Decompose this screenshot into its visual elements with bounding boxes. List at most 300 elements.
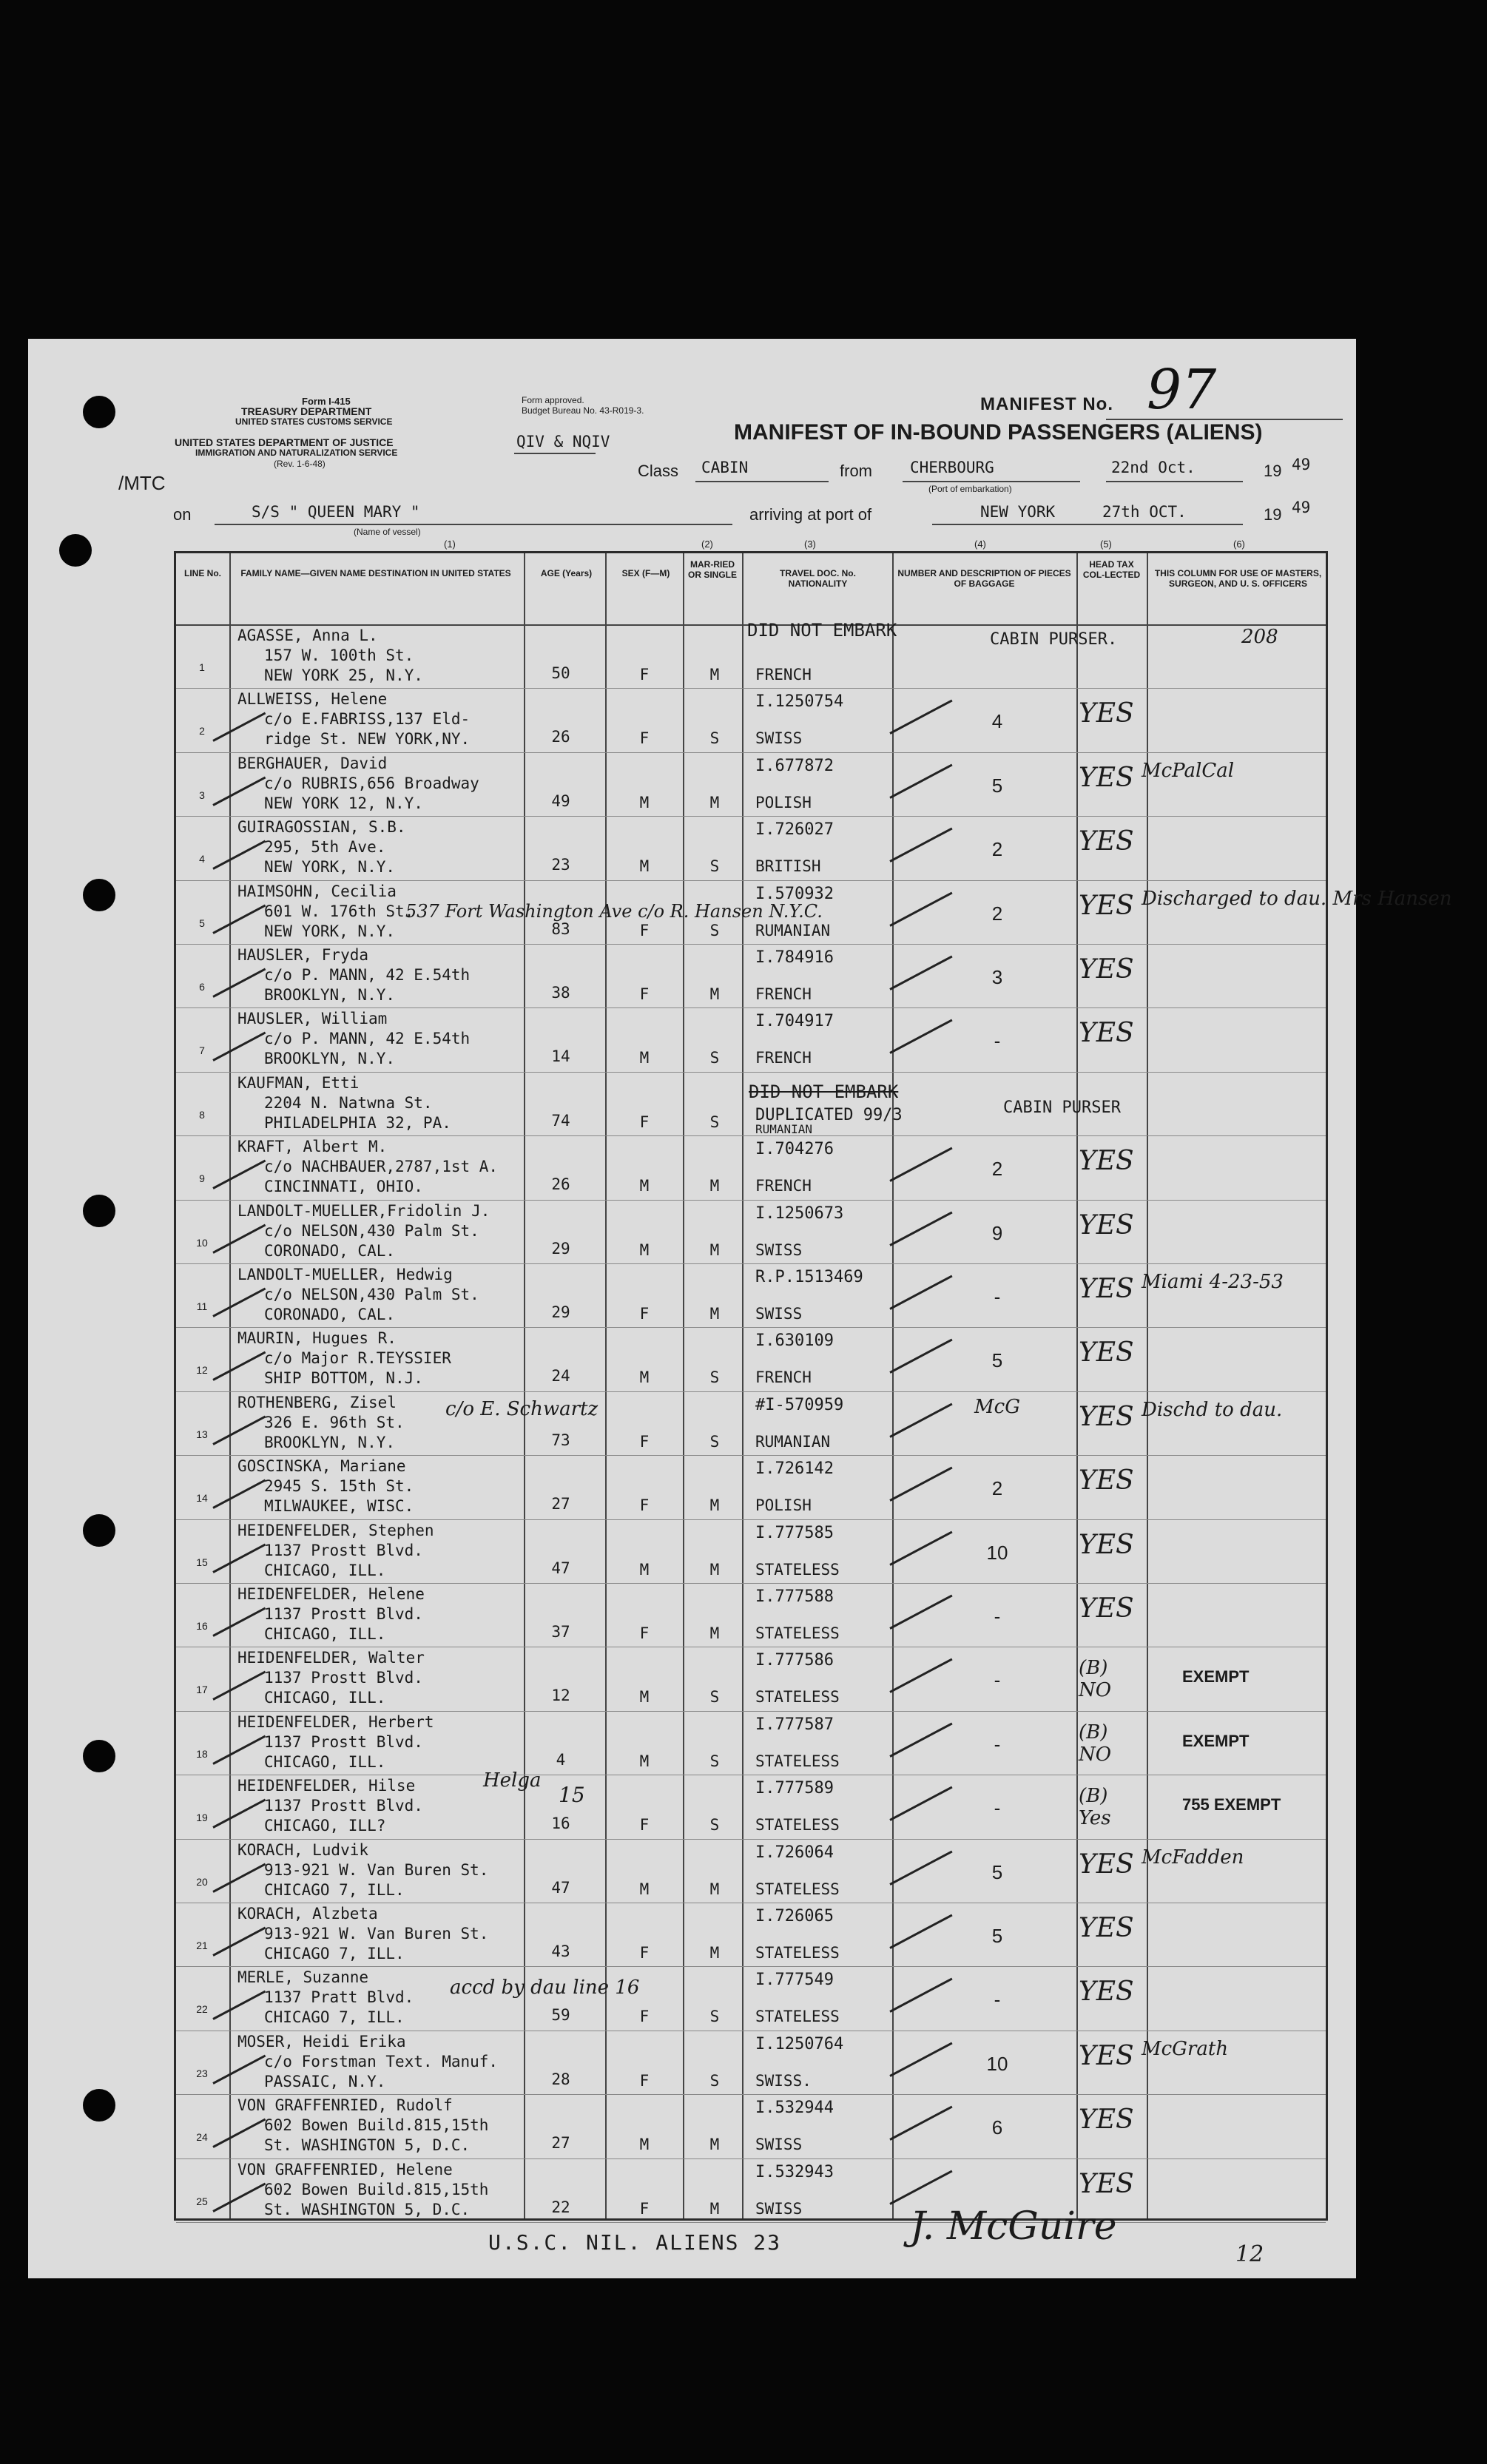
sex: F — [639, 2199, 650, 2218]
table-row — [176, 1455, 1326, 1519]
passenger-name-address — [237, 2032, 498, 2092]
baggage-count: 2 — [991, 902, 1003, 925]
age: 47 — [551, 1559, 570, 1577]
sex: F — [639, 2008, 650, 2026]
officer-remark: EXEMPT — [1182, 1731, 1250, 1750]
sex: F — [639, 666, 650, 683]
from-value: CHERBOURG — [910, 459, 994, 476]
nationality: FRENCH — [755, 666, 812, 683]
col-number-4: (4) — [974, 539, 986, 550]
destination-line: 326 E. 96th St. — [264, 1413, 405, 1431]
table-row — [176, 1583, 1326, 1647]
arriving-label: arriving at port of — [749, 505, 872, 524]
marital-status: M — [709, 2136, 720, 2154]
travel-doc-number: I.1250764 — [755, 2034, 844, 2053]
row19-age-correction: 15 — [559, 1783, 585, 1807]
passenger-name-address — [237, 2160, 488, 2220]
age: 73 — [551, 1431, 570, 1449]
baggage-count: 2 — [991, 1477, 1003, 1500]
passenger-name: MOSER, Heidi Erika — [237, 2032, 406, 2050]
passenger-name: GOSCINSKA, Mariane — [237, 1457, 406, 1476]
age: 50 — [551, 664, 570, 682]
destination-line: CHICAGO, ILL. — [264, 1561, 386, 1579]
travel-doc-number: I.726027 — [755, 820, 834, 840]
destination-line: 602 Bowen Build.815,15th — [264, 2180, 489, 2198]
marital-status: S — [709, 1368, 720, 1387]
sex: M — [639, 857, 650, 876]
marital-status: M — [709, 2199, 720, 2218]
treasury-dept: TREASURY DEPARTMENT — [241, 405, 372, 417]
class-label: Class — [638, 462, 679, 480]
col-head-age: AGE (Years) — [540, 568, 593, 578]
marital-status: S — [709, 2071, 720, 2090]
destination-line: BROOKLYN, N.Y. — [264, 1433, 396, 1451]
baggage-count: - — [994, 1286, 1001, 1308]
destination-line: c/o E.FABRISS,137 Eld- — [264, 710, 471, 729]
sex: M — [639, 1049, 650, 1067]
line-number: 25 — [196, 2195, 208, 2207]
marital-status: M — [709, 1241, 720, 1259]
passenger-name-address — [237, 1457, 414, 1516]
line-number: 8 — [199, 1108, 205, 1121]
col-head-sex: SEX (F—M) — [621, 568, 670, 578]
passenger-name: VON GRAFFENRIED, Helene — [237, 2160, 453, 2178]
line-number: 12 — [196, 1364, 208, 1377]
destination-line: 1137 Pratt Blvd. — [264, 1988, 414, 2007]
table-row — [176, 1391, 1326, 1456]
passenger-name-address — [237, 945, 470, 1005]
passenger-name-address — [237, 817, 406, 877]
marital-status: M — [709, 1177, 720, 1195]
marital-status: S — [709, 1049, 720, 1067]
destination-line: CHICAGO, ILL. — [264, 1689, 386, 1707]
marital-status: S — [709, 2008, 720, 2026]
passenger-name-address — [237, 1584, 425, 1644]
line-number: 22 — [196, 2003, 208, 2016]
passenger-name: HEIDENFELDER, Stephen — [237, 1521, 434, 1539]
line-number: 24 — [196, 2131, 208, 2144]
age: 26 — [551, 1175, 570, 1194]
destination-line: 2204 N. Natwna St. — [264, 1093, 433, 1112]
destination-line: c/o Major R.TEYSSIER — [264, 1349, 451, 1368]
nationality: SWISS — [755, 1241, 803, 1259]
marital-status: M — [709, 1944, 720, 1962]
passenger-name: BERGHAUER, David — [237, 754, 388, 772]
marital-status: M — [709, 1560, 720, 1579]
passenger-name-address — [237, 882, 414, 942]
passenger-name: HEIDENFELDER, Hilse — [237, 1777, 416, 1795]
row19-given-name-correction: Helga — [483, 1769, 542, 1792]
table-row — [176, 944, 1326, 1008]
nationality: RUMANIAN — [755, 921, 831, 939]
nationality: STATELESS — [755, 1688, 840, 1707]
baggage-count: CABIN PURSER. — [990, 630, 1118, 649]
table-row — [176, 1775, 1326, 1839]
destination-line: CHICAGO 7, ILL. — [264, 1945, 405, 1962]
passenger-name: HEIDENFELDER, Herbert — [237, 1712, 434, 1731]
ins-service: IMMIGRATION AND NATURALIZATION SERVICE — [195, 448, 398, 458]
marital-status: S — [709, 1113, 720, 1131]
nationality: BRITISH — [755, 857, 821, 876]
age: 27 — [551, 2134, 570, 2153]
baggage-count: 10 — [986, 1541, 1008, 1564]
age: 29 — [551, 1303, 570, 1321]
sex: M — [639, 1560, 650, 1579]
sex: M — [639, 2136, 650, 2154]
passenger-name: KORACH, Ludvik — [237, 1840, 369, 1859]
destination-line: BROOKLYN, N.Y. — [264, 986, 396, 1004]
destination-line: 1137 Prostt Blvd. — [264, 1541, 423, 1559]
marital-status: M — [709, 985, 720, 1003]
nationality: SWISS — [755, 2136, 803, 2154]
passenger-name-address — [237, 1329, 451, 1388]
route-code: QIV & NQIV — [516, 433, 610, 450]
passenger-name-address — [237, 626, 423, 686]
travel-doc-number: I.777587 — [755, 1715, 834, 1734]
head-tax-collected: YES — [1079, 1529, 1134, 1560]
marital-status: M — [709, 666, 720, 683]
age: 49 — [551, 791, 570, 810]
officer-remark: McFadden — [1142, 1846, 1244, 1869]
officer-remark: Miami 4-23-53 — [1142, 1271, 1284, 1293]
travel-doc-number: I.726065 — [755, 1907, 834, 1925]
marital-status: M — [709, 1496, 720, 1515]
sex: M — [639, 1880, 650, 1898]
age: 24 — [551, 1367, 570, 1385]
passenger-name: HAUSLER, William — [237, 1010, 388, 1028]
officer-remark: EXEMPT — [1182, 1667, 1250, 1687]
travel-doc-number: I.784916 — [755, 948, 834, 967]
officer-remark: Dischd to dau. — [1142, 1398, 1283, 1421]
destination-line: c/o P. MANN, 42 E.54th — [264, 966, 471, 984]
age: 28 — [551, 2070, 570, 2088]
table-row — [176, 1327, 1326, 1391]
baggage-count: 5 — [991, 1860, 1003, 1883]
col-head-tax: HEAD TAX COL-LECTED — [1082, 559, 1141, 580]
col-head-married: MAR-RIED OR SINGLE — [687, 559, 737, 580]
nationality: FRENCH — [755, 1368, 812, 1387]
baggage-count: 4 — [991, 710, 1003, 733]
sex: M — [639, 1241, 650, 1259]
head-tax-collected: YES — [1079, 1018, 1134, 1049]
age: 83 — [551, 919, 570, 938]
row13-address-note: c/o E. Schwartz — [445, 1398, 598, 1420]
passenger-name-address — [237, 1137, 498, 1197]
table-row — [176, 1711, 1326, 1775]
punch-hole — [83, 396, 115, 428]
marital-status: S — [709, 729, 720, 748]
travel-doc-number: I.777549 — [755, 1971, 834, 1990]
passenger-name: HAUSLER, Fryda — [237, 946, 369, 964]
passenger-name-address — [237, 1776, 423, 1836]
officer-remark: Discharged to dau. Mrs Hansen — [1142, 887, 1452, 910]
age: 14 — [551, 1047, 570, 1066]
class-value: CABIN — [701, 459, 749, 476]
destination-line: NEW YORK, N.Y. — [264, 922, 396, 940]
row22-note: accd by dau line 16 — [450, 1977, 640, 1999]
passenger-name-address — [237, 1840, 488, 1900]
line-number: 1 — [199, 661, 205, 673]
line-number: 3 — [199, 789, 205, 801]
line-number: 4 — [199, 853, 205, 865]
head-tax-collected: (B) Yes — [1079, 1785, 1111, 1830]
age: 47 — [551, 1878, 570, 1897]
passenger-name: GUIRAGOSSIAN, S.B. — [237, 818, 406, 837]
nationality: STATELESS — [755, 1880, 840, 1898]
sex: F — [639, 729, 650, 748]
baggage-count: CABIN PURSER — [1003, 1098, 1121, 1117]
passenger-name: VON GRAFFENRIED, Rudolf — [237, 2096, 453, 2115]
line-number: 6 — [199, 981, 205, 993]
line-number: 20 — [196, 1875, 208, 1888]
destination-line: 601 W. 176th St. — [264, 902, 414, 920]
aliens-count-footer: U.S.C. NIL. ALIENS 23 — [488, 2230, 782, 2255]
sex: M — [639, 1688, 650, 1707]
nationality: STATELESS — [755, 1944, 840, 1962]
travel-doc-number: I.1250673 — [755, 1204, 844, 1223]
travel-doc-number: I.1250754 — [755, 692, 844, 712]
nationality: STATELESS — [755, 1624, 840, 1642]
form-number: Form I-415 — [302, 396, 351, 407]
destination-line: MILWAUKEE, WISC. — [264, 1497, 414, 1516]
arrival-port: NEW YORK — [980, 503, 1056, 521]
head-tax-collected: (B) NO — [1079, 1657, 1112, 1702]
nationality: STATELESS — [755, 1560, 840, 1579]
sex: F — [639, 1305, 650, 1323]
col-head-baggage: NUMBER AND DESCRIPTION OF PIECES OF BAGGAGE — [897, 568, 1071, 589]
destination-line: CORONADO, CAL. — [264, 1306, 396, 1323]
head-tax-collected: YES — [1079, 1593, 1134, 1624]
line-number: 2 — [199, 725, 205, 737]
line-number: 21 — [196, 1940, 208, 1951]
table-row — [176, 1519, 1326, 1584]
destination-line: c/o Forstman Text. Manuf. — [264, 2052, 499, 2070]
col-head-officers: THIS COLUMN FOR USE OF MASTERS, SURGEON, AND U. S. OFFICERS — [1154, 568, 1322, 589]
sex: F — [639, 1113, 650, 1131]
passenger-name-address — [237, 754, 479, 814]
marital-status: S — [709, 857, 720, 876]
nationality: SWISS — [755, 1305, 803, 1323]
did-not-embark-stamp: DID NOT EMBARK — [747, 620, 897, 641]
nationality: POLISH — [755, 793, 812, 811]
passenger-table — [174, 551, 1452, 2221]
passenger-name-address — [237, 1073, 451, 1133]
passenger-name: KAUFMAN, Etti — [237, 1073, 360, 1092]
marital-status: S — [709, 1432, 720, 1451]
age: 4 — [556, 1750, 566, 1769]
nationality: STATELESS — [755, 1752, 840, 1770]
col-head-travel: TRAVEL DOC. No. NATIONALITY — [780, 568, 856, 589]
destination-line: NEW YORK 12, N.Y. — [264, 794, 423, 812]
col-number-2: (2) — [701, 539, 713, 550]
destination-line: c/o P. MANN, 42 E.54th — [264, 1030, 471, 1048]
passenger-name: HEIDENFELDER, Helene — [237, 1585, 425, 1603]
officer-remark: McGrath — [1142, 2037, 1229, 2060]
destination-line: c/o NACHBAUER,2787,1st A. — [264, 1158, 499, 1176]
head-tax-collected: YES — [1079, 2040, 1134, 2071]
arrival-year-prefix: 19 — [1264, 505, 1282, 524]
destination-line: 1137 Prostt Blvd. — [264, 1605, 423, 1623]
line-number: 7 — [199, 1044, 205, 1057]
head-tax-collected: YES — [1079, 890, 1134, 921]
destination-line: CORONADO, CAL. — [264, 1241, 396, 1260]
destination-line: c/o RUBRIS,656 Broadway — [264, 774, 479, 792]
form-revision: (Rev. 1-6-48) — [274, 459, 326, 469]
destination-line: NEW YORK, N.Y. — [264, 858, 396, 877]
baggage-count: - — [994, 1797, 1001, 1820]
travel-doc-number: I.570932 — [755, 884, 834, 903]
passenger-name: MAURIN, Hugues R. — [237, 1329, 397, 1348]
line-number: 18 — [196, 1747, 208, 1760]
travel-doc-number: R.P.1513469 — [755, 1268, 863, 1286]
passenger-name: KRAFT, Albert M. — [237, 1138, 388, 1156]
destination-line: 1137 Prostt Blvd. — [264, 1669, 423, 1687]
travel-doc-number: I.532943 — [755, 2162, 834, 2181]
head-tax-collected: YES — [1079, 2168, 1134, 2199]
age: 38 — [551, 984, 570, 1002]
destination-line: 295, 5th Ave. — [264, 838, 386, 857]
head-tax-collected: YES — [1079, 1209, 1134, 1241]
did-not-embark-stamp-row8: DID NOT EMBARK — [749, 1081, 899, 1102]
vessel-caption: (Name of vessel) — [354, 527, 421, 537]
age: 27 — [551, 1495, 570, 1513]
baggage-count: 3 — [991, 966, 1003, 988]
arrival-year: 49 — [1292, 499, 1311, 516]
travel-doc-number: I.777585 — [755, 1523, 834, 1542]
destination-line: 602 Bowen Build.815,15th — [264, 2116, 489, 2135]
baggage-count: 5 — [991, 774, 1003, 797]
passenger-name-address — [237, 1968, 414, 2028]
passenger-name: ALLWEISS, Helene — [237, 690, 388, 709]
line-number: 16 — [196, 1620, 208, 1632]
table-row — [176, 1966, 1326, 2031]
nationality: SWISS. — [755, 2071, 812, 2090]
nationality: RUMANIAN — [755, 1432, 831, 1451]
destination-line: St. WASHINGTON 5, D.C. — [264, 2200, 471, 2218]
baggage-count: 9 — [991, 1221, 1003, 1244]
head-tax-collected: YES — [1079, 1849, 1134, 1880]
punch-hole — [83, 1740, 115, 1772]
col-number-5: (5) — [1100, 539, 1112, 550]
sex: M — [639, 793, 650, 811]
destination-line: BROOKLYN, N.Y. — [264, 1050, 396, 1068]
marital-status: S — [709, 1816, 720, 1835]
nationality: FRENCH — [755, 985, 812, 1003]
punch-hole — [83, 879, 115, 911]
line-number: 19 — [196, 1812, 208, 1824]
destination-line: NEW YORK 25, N.Y. — [264, 666, 423, 684]
passenger-name: KORACH, Alzbeta — [237, 1905, 378, 1923]
head-tax-collected: YES — [1079, 2104, 1134, 2136]
from-label: from — [840, 462, 872, 480]
destination-line: CHICAGO, ILL. — [264, 1625, 386, 1643]
travel-doc-number: I.677872 — [755, 756, 834, 775]
nationality: STATELESS — [755, 1816, 840, 1835]
officer-remark: 208 — [1241, 626, 1278, 648]
line-number: 23 — [196, 2067, 208, 2079]
passenger-name-address — [237, 1648, 425, 1708]
destination-line: 157 W. 100th St. — [264, 647, 414, 664]
nationality: FRENCH — [755, 1049, 812, 1067]
head-tax-collected: YES — [1079, 698, 1134, 729]
table-row — [176, 2031, 1326, 2095]
head-tax-collected: YES — [1079, 826, 1134, 857]
travel-doc-number: I.532944 — [755, 2099, 834, 2118]
table-row — [176, 688, 1326, 752]
departure-year: 49 — [1292, 456, 1311, 473]
passenger-name: LANDOLT-MUELLER, Hedwig — [237, 1266, 453, 1283]
travel-doc-number: I.777586 — [755, 1651, 834, 1670]
age: 29 — [551, 1239, 570, 1258]
travel-doc-number: DUPLICATED 99/3 — [755, 1105, 903, 1124]
baggage-count: - — [994, 1605, 1001, 1627]
sex: M — [639, 1177, 650, 1195]
passenger-name: MERLE, Suzanne — [237, 1968, 369, 1987]
col-head-name: FAMILY NAME—GIVEN NAME DESTINATION IN UNITED STATES — [240, 568, 511, 578]
manifest-title: MANIFEST OF IN-BOUND PASSENGERS (ALIENS) — [734, 420, 1263, 445]
baggage-count: 2 — [991, 838, 1003, 861]
destination-line: 2945 S. 15th St. — [264, 1477, 414, 1496]
head-tax-collected: (B) NO — [1079, 1721, 1112, 1766]
travel-doc-number: I.726064 — [755, 1843, 834, 1862]
travel-doc-number: I.726142 — [755, 1459, 834, 1479]
age: 26 — [551, 728, 570, 746]
sex: F — [639, 1816, 650, 1835]
col-head-line: LINE No. — [184, 568, 221, 578]
nationality: FRENCH — [755, 1177, 812, 1195]
marital-status: M — [709, 1305, 720, 1323]
arrival-date: 27th OCT. — [1102, 503, 1187, 521]
travel-doc-number: I.630109 — [755, 1331, 834, 1351]
punch-hole — [83, 1195, 115, 1227]
departure-date: 22nd Oct. — [1111, 459, 1196, 476]
age: 23 — [551, 856, 570, 874]
customs-service: UNITED STATES CUSTOMS SERVICE — [235, 416, 393, 427]
destination-line: CHICAGO 7, ILL. — [264, 2008, 405, 2027]
age: 74 — [551, 1111, 570, 1130]
table-row — [176, 816, 1326, 880]
destination-line: PASSAIC, N.Y. — [264, 2072, 386, 2090]
destination-line: c/o NELSON,430 Palm St. — [264, 1221, 479, 1240]
table-row — [176, 1200, 1326, 1264]
passenger-name: AGASSE, Anna L. — [237, 627, 378, 644]
marital-status: M — [709, 1624, 720, 1642]
punch-hole — [83, 2089, 115, 2122]
officer-signature: J. McGuire — [910, 2204, 1117, 2249]
passenger-name-address — [237, 1201, 490, 1261]
nationality: SWISS — [755, 729, 803, 748]
sex: F — [639, 1432, 650, 1451]
baggage-count: 5 — [991, 1925, 1003, 1947]
officer-remark: 755 EXEMPT — [1182, 1795, 1281, 1815]
vessel-name: S/S " QUEEN MARY " — [252, 503, 420, 521]
line-number: 5 — [199, 917, 205, 929]
sex: F — [639, 1624, 650, 1642]
destination-line: ridge St. NEW YORK,NY. — [264, 730, 471, 749]
baggage-count: - — [994, 1988, 1001, 2011]
officer-remark: McPalCal — [1142, 759, 1235, 782]
head-tax-collected: YES — [1079, 1274, 1134, 1304]
age: 22 — [551, 2198, 570, 2216]
passenger-name-address — [237, 1712, 434, 1772]
destination-line: CINCINNATI, OHIO. — [264, 1178, 423, 1196]
baggage-count: McG — [974, 1395, 1020, 1418]
line-number: 17 — [196, 1684, 208, 1696]
sex: M — [639, 1752, 650, 1770]
sex: M — [639, 1368, 650, 1387]
passenger-name-address — [237, 2096, 488, 2156]
travel-doc-number: I.704276 — [755, 1140, 834, 1159]
